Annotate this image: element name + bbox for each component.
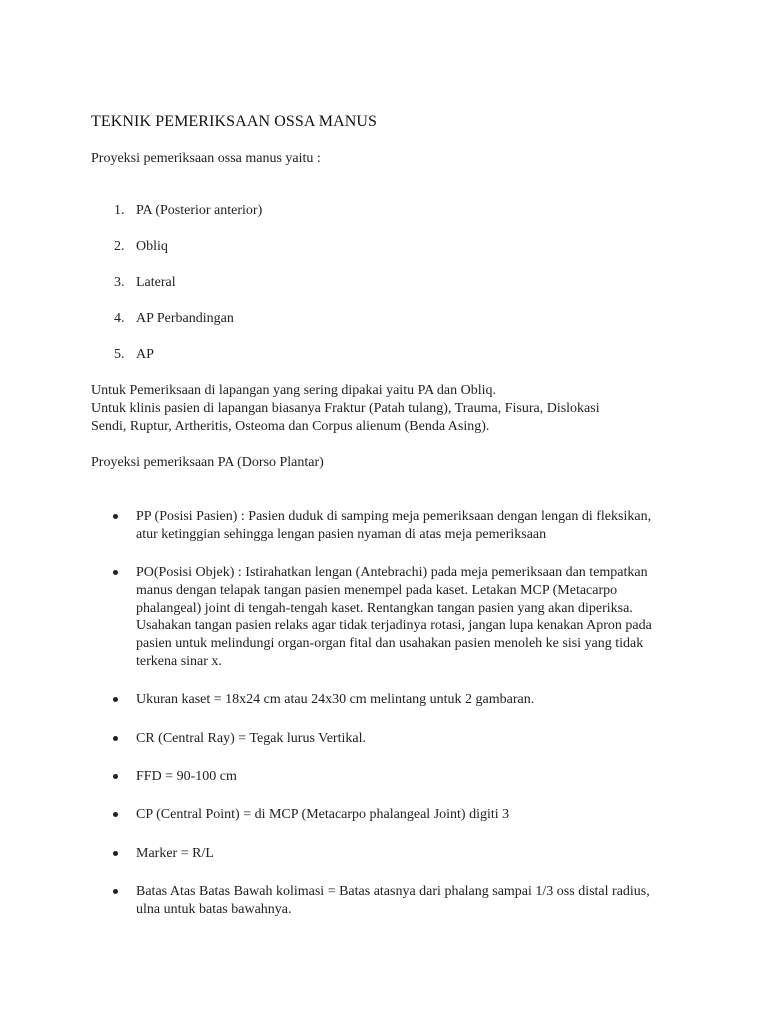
bullet-text: CP (Central Point) = di MCP (Metacarpo phalangeal Joint) digiti 3	[136, 807, 510, 822]
bullet-text: Marker = R/L	[136, 846, 214, 861]
projection-label: Obliq	[136, 239, 168, 254]
projection-item	[114, 311, 234, 327]
bullet-dot	[113, 774, 118, 779]
bullet-dot	[113, 812, 118, 817]
bullet-dot	[113, 851, 118, 856]
projection-label: AP Perbandingan	[136, 311, 234, 326]
bullet-item	[113, 691, 673, 709]
projection-item	[114, 347, 154, 363]
bullet-text: PO(Posisi Objek) : Istirahatkan lengan (Antebrachi) pada meja pemeriksaan dan tempatkan manus dengan telapak tangan pasien menempel pada kaset. Letakan MCP (Metacarpo phalangeal) joint di tengah-tengah kaset. Rentangkan tangan pasien yang akan diperiksa. Usahakan tangan pasien relaks agar tidak terjadinya rotasi, jangan lupa kenakan Apron pada pasien untuk melindungi organ-organ fital dan usahakan pasien menoleh ke sisi yang tidak terkena sinar x.	[136, 565, 652, 669]
list-number: 4.	[114, 311, 125, 326]
projection-label: AP	[136, 347, 154, 362]
bullet-item	[113, 806, 673, 824]
bullet-dot	[113, 514, 118, 519]
bullet-text: FFD = 90-100 cm	[136, 769, 237, 784]
bullet-item	[113, 730, 673, 748]
bullet-dot	[113, 570, 118, 575]
bullet-item	[113, 883, 673, 919]
bullet-dot	[113, 736, 118, 741]
field-note: Untuk Pemeriksaan di lapangan yang sering dipakai yaitu PA dan Obliq.	[91, 383, 497, 398]
bullet-dot	[113, 697, 118, 702]
bullet-text: CR (Central Ray) = Tegak lurus Vertikal.	[136, 731, 366, 746]
document-title: TEKNIK PEMERIKSAAN OSSA MANUS	[91, 113, 378, 130]
projection-item	[114, 203, 262, 219]
projection-label: PA (Posterior anterior)	[136, 203, 263, 218]
pa-heading: Proyeksi pemeriksaan PA (Dorso Plantar)	[91, 455, 324, 470]
bullet-item	[113, 508, 673, 544]
list-number: 1.	[114, 203, 125, 218]
list-number: 2.	[114, 239, 125, 254]
list-number: 5.	[114, 347, 125, 362]
bullet-item	[113, 845, 673, 863]
bullet-text: PP (Posisi Pasien) : Pasien duduk di samping meja pemeriksaan dengan lengan di fleksikan, atur ketinggian sehingga lengan pasien nyaman di atas meja pemeriksaan	[136, 509, 652, 542]
bullet-text: Ukuran kaset = 18x24 cm atau 24x30 cm melintang untuk 2 gambaran.	[136, 692, 535, 707]
bullet-dot	[113, 889, 118, 894]
bullet-item	[113, 564, 673, 671]
intro-text: Proyeksi pemeriksaan ossa manus yaitu :	[91, 151, 321, 166]
bullet-text: Batas Atas Batas Bawah kolimasi = Batas atasnya dari phalang sampai 1/3 oss distal radius, ulna untuk batas bawahnya.	[136, 884, 650, 917]
clinical-note: Untuk klinis pasien di lapangan biasanya Fraktur (Patah tulang), Trauma, Fisura, Dislokasi Sendi, Ruptur, Artheritis, Osteoma dan Corpus alienum (Benda Asing).	[91, 401, 600, 434]
list-number: 3.	[114, 275, 125, 290]
projection-label: Lateral	[136, 275, 176, 290]
bullet-item	[113, 768, 673, 786]
projection-item	[114, 275, 176, 291]
projection-item	[114, 239, 168, 255]
